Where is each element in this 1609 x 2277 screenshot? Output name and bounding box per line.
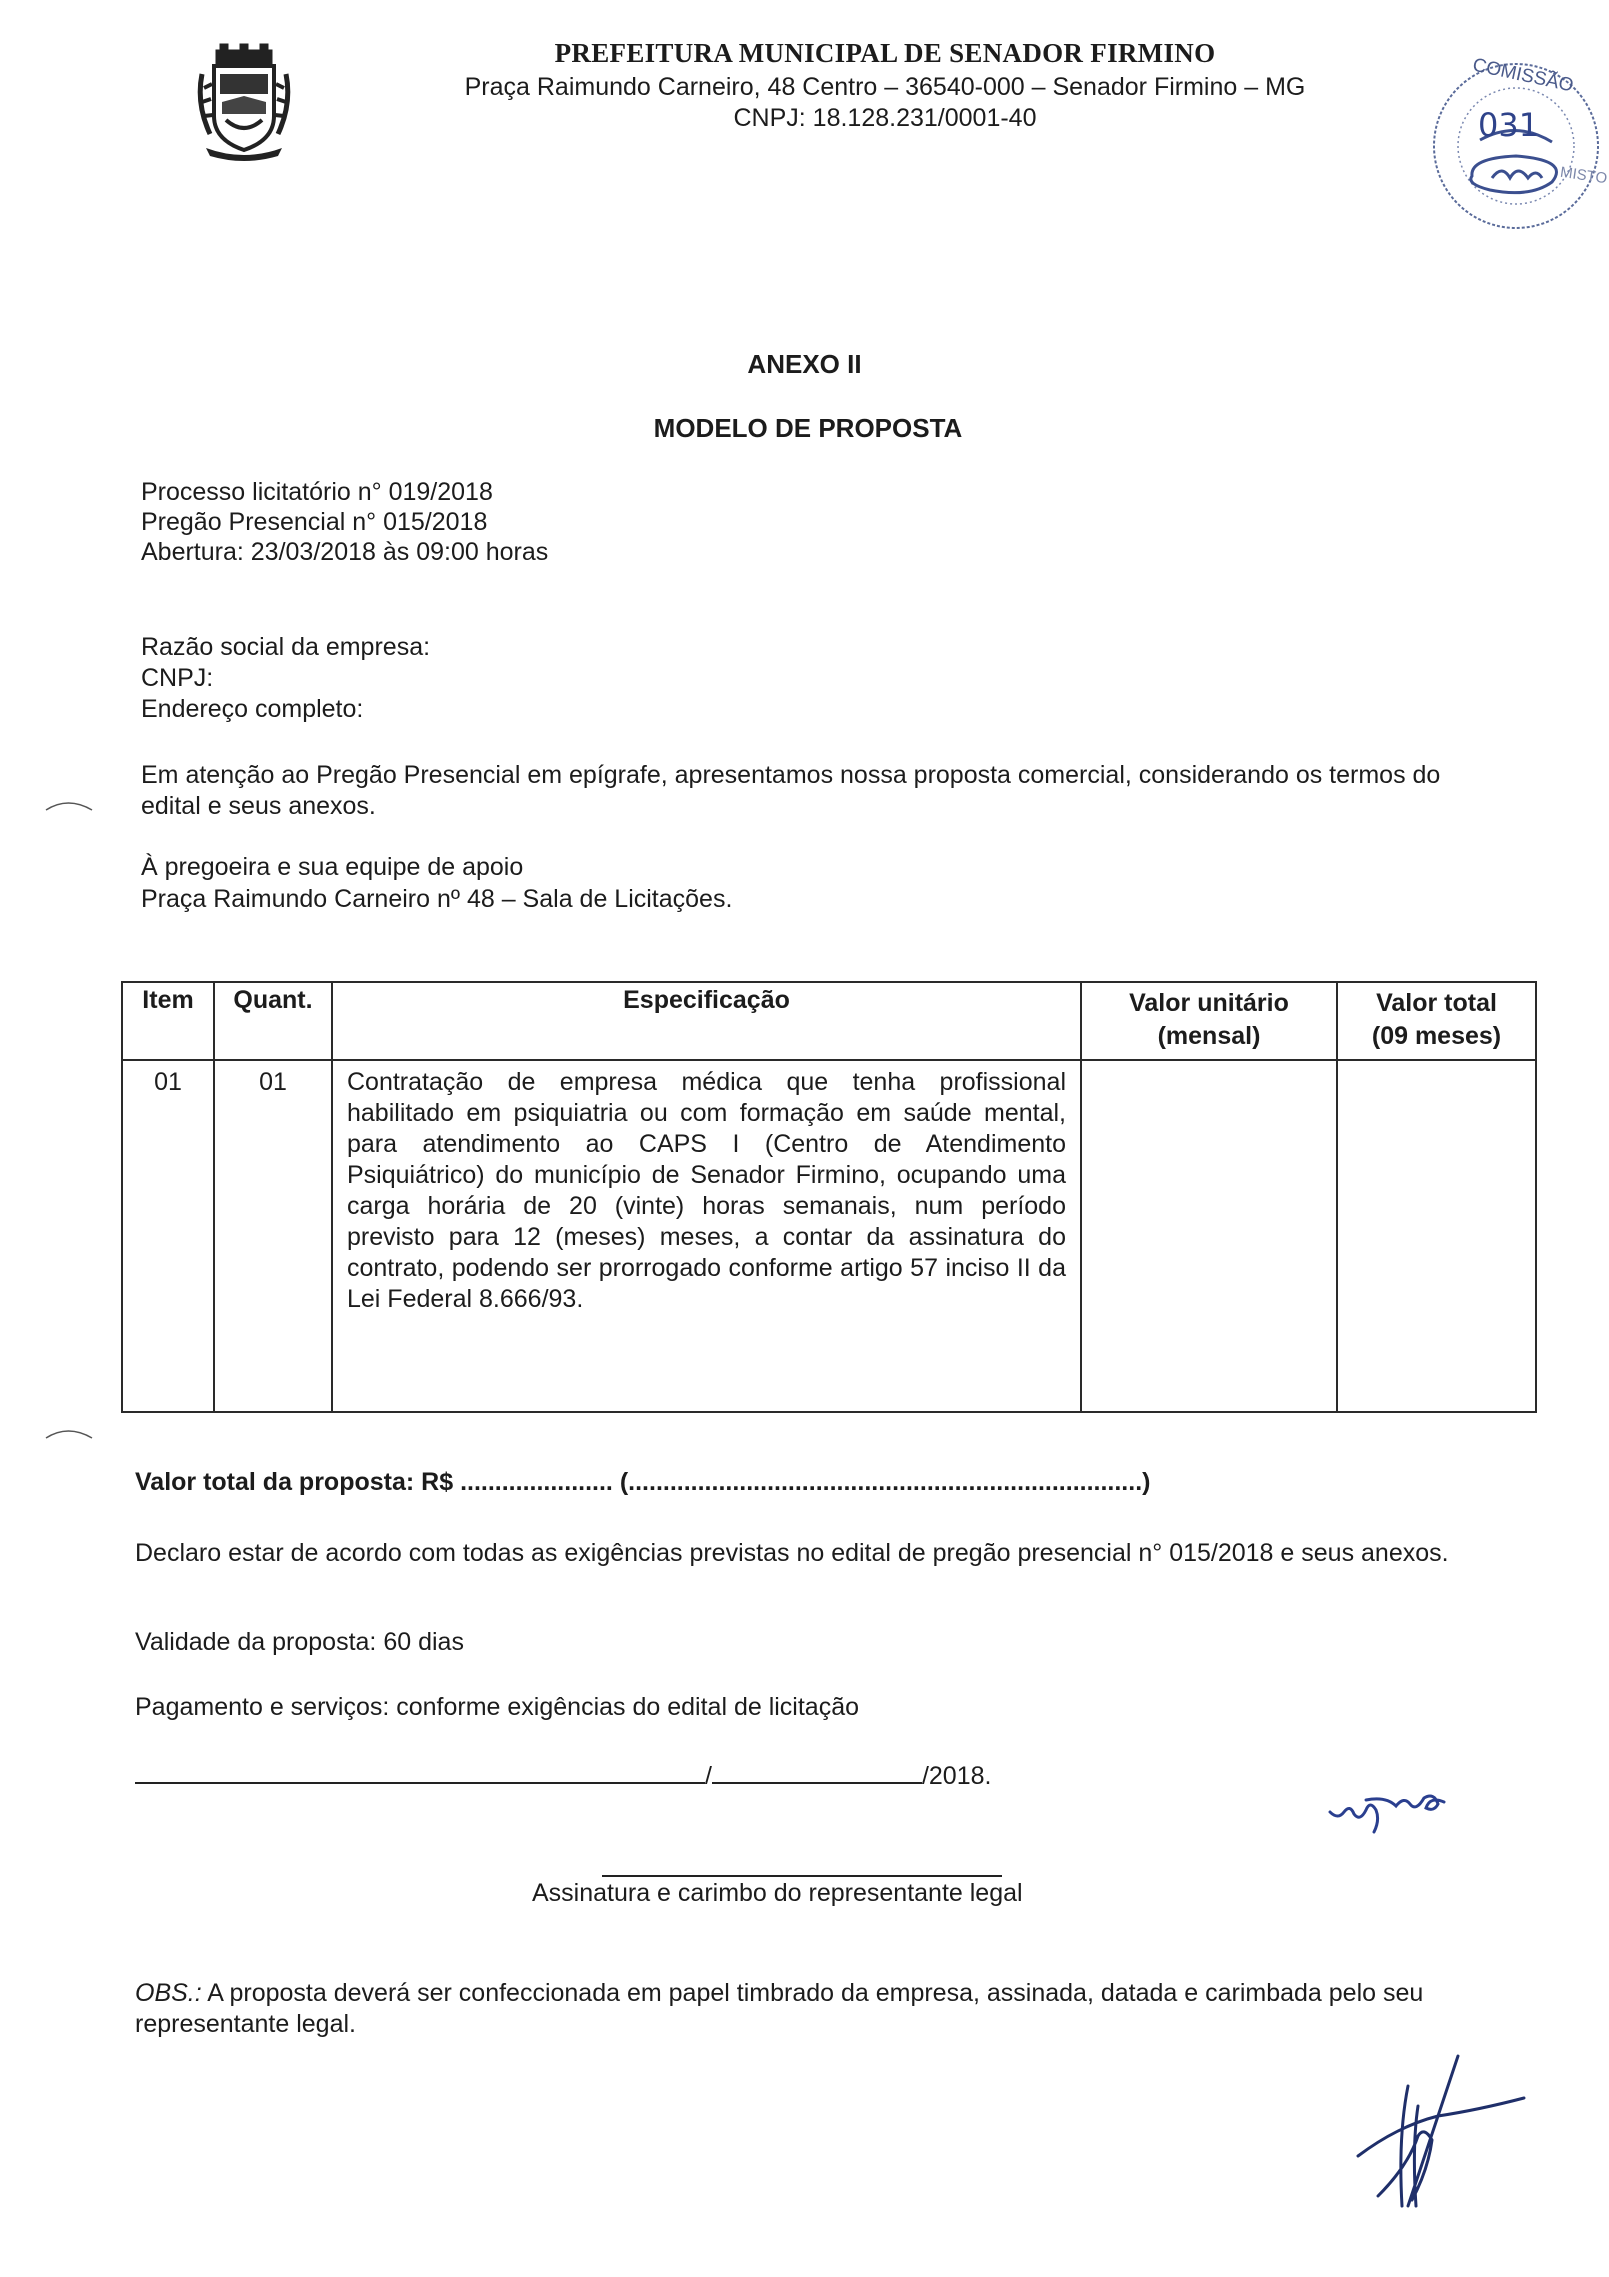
payment-text: Pagamento e serviços: conforme exigências do edital de licitação: [135, 1693, 860, 1721]
signature-caption: Assinatura e carimbo do representante legal: [532, 1879, 1023, 1907]
cell-quant: 01: [214, 1060, 332, 1412]
company-cnpj-label: CNPJ:: [141, 664, 214, 692]
handwritten-initials: [1326, 1778, 1486, 1838]
col-header-item: Item: [122, 982, 214, 1060]
validity-text: Validade da proposta: 60 dias: [135, 1628, 464, 1656]
organization-cnpj: CNPJ: 18.128.231/0001-40: [733, 104, 1037, 132]
process-number: Processo licitatório n° 019/2018: [141, 478, 493, 506]
auction-number: Pregão Presencial n° 015/2018: [141, 508, 488, 536]
col-header-total-value: Valor total (09 meses): [1337, 982, 1536, 1060]
total-close-paren: ): [1142, 1468, 1151, 1496]
cell-spec: Contratação de empresa médica que tenha profissional habilitado em psiquiatria ou com formação em saúde mental, para atendimento ao CAPS I (Centro de Atendimento Psiquiátrico) do município de Senador Firmino, ocupando uma carga horária de 20 (vinte) horas semanais, num período previsto para 12 (meses) meses, a contar da assinatura do contrato, podendo ser prorrogado conforme artigo 57 inciso II da Lei Federal 8.666/93.: [332, 1060, 1081, 1412]
col-header-unit-value: Valor unitário (mensal): [1081, 982, 1337, 1060]
signature-line[interactable]: [602, 1875, 1002, 1877]
col-header-quant: Quant.: [214, 982, 332, 1060]
date-place-blank[interactable]: [135, 1758, 705, 1784]
cell-unit-value[interactable]: [1081, 1060, 1337, 1412]
stamp-number: 031: [1478, 106, 1540, 144]
date-year: /2018.: [921, 1762, 992, 1790]
opening-date: Abertura: 23/03/2018 às 09:00 horas: [141, 538, 549, 566]
total-value-words-blank[interactable]: ..........................................................................: [628, 1468, 1143, 1496]
cell-total-value[interactable]: [1337, 1060, 1536, 1412]
annex-title: ANEXO II: [747, 349, 862, 379]
total-value-label: Valor total da proposta: R$: [135, 1468, 454, 1496]
total-open-paren: (: [619, 1468, 629, 1496]
proposal-table: [121, 981, 1537, 1413]
page-mark: [42, 1418, 102, 1448]
date-line: [135, 1758, 991, 1792]
company-address-label: Endereço completo:: [141, 695, 364, 723]
organization-name: PREFEITURA MUNICIPAL DE SENADOR FIRMINO: [554, 38, 1216, 68]
date-separator: /: [705, 1762, 712, 1790]
table-header-row: [122, 982, 1536, 1060]
addressee-line1: À pregoeira e sua equipe de apoio: [141, 853, 524, 881]
total-value-line: [135, 1467, 1150, 1498]
col-header-spec: Especificação: [332, 982, 1081, 1060]
declaration-paragraph: Declaro estar de acordo com todas as exigências previstas no edital de pregão presencial n° 015/2018 e seus anexos.: [135, 1539, 1449, 1567]
organization-address: Praça Raimundo Carneiro, 48 Centro – 36540-000 – Senador Firmino – MG: [464, 73, 1306, 101]
cell-item: 01: [122, 1060, 214, 1412]
table-row: [122, 1060, 1536, 1412]
intro-paragraph: Em atenção ao Pregão Presencial em epígrafe, apresentamos nossa proposta comercial, considerando os termos do edital e seus anexos.: [141, 761, 1441, 820]
document-heading: MODELO DE PROPOSTA: [653, 413, 963, 443]
obs-label: OBS.:: [135, 1979, 202, 2007]
date-day-month-blank[interactable]: [712, 1758, 922, 1784]
stamp-extra: MISTO: [1559, 163, 1609, 188]
total-value-blank[interactable]: ......................: [460, 1468, 613, 1496]
addressee-line2: Praça Raimundo Carneiro nº 48 – Sala de Licitações.: [141, 885, 733, 913]
obs-paragraph: [135, 1978, 1495, 2040]
obs-text: A proposta deverá ser confeccionada em papel timbrado da empresa, assinada, datada e carimbada pelo seu representante legal.: [135, 1979, 1424, 2038]
page-mark: [42, 790, 102, 820]
stamp-text: COMISSÃO: [1470, 54, 1576, 97]
handwritten-signature: [1348, 2046, 1528, 2226]
company-name-label: Razão social da empresa:: [141, 633, 431, 661]
